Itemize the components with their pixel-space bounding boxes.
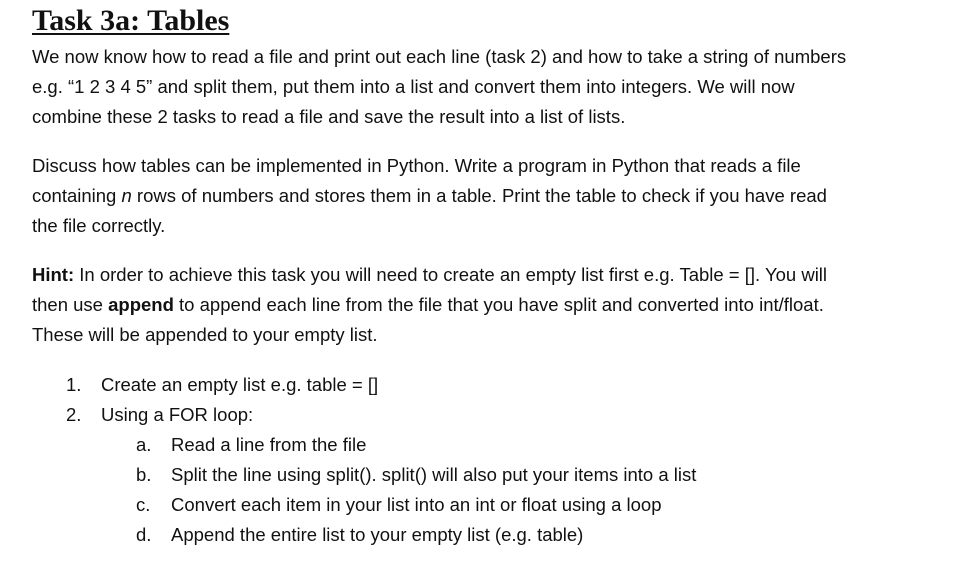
substep-letter: c. — [136, 494, 151, 515]
hint-text: In order to achieve this task you will need to create an empty list first e.g. Table = []. You will — [74, 264, 828, 285]
discuss-line — [32, 181, 932, 211]
hint-line — [32, 260, 932, 290]
hint-text: to append each line from the file that you have split and converted into int/float. — [173, 294, 824, 315]
discuss-line: Discuss how tables can be implemented in Python. Write a program in Python that reads a file — [32, 155, 801, 176]
append-keyword: append — [108, 294, 174, 315]
substep-text: Convert each item in your list into an int or float using a loop — [171, 494, 662, 515]
discuss-paragraph — [32, 151, 932, 241]
step-item — [0, 370, 971, 400]
discuss-line: the file correctly. — [32, 215, 166, 236]
step-number: 2. — [66, 404, 82, 425]
substep-item — [0, 460, 971, 490]
substep-text: Append the entire list to your empty list (e.g. table) — [171, 524, 584, 545]
step-text: Create an empty list e.g. table = [] — [101, 374, 379, 395]
page-title: Task 3a: Tables — [32, 4, 230, 37]
substep-item — [0, 520, 971, 550]
hint-line — [32, 290, 932, 320]
substep-letter: b. — [136, 464, 152, 485]
intro-paragraph — [32, 42, 932, 132]
substep-letter: d. — [136, 524, 152, 545]
discuss-text: rows of numbers and stores them in a table. Print the table to check if you have read — [131, 185, 827, 206]
step-text: Using a FOR loop: — [101, 404, 254, 425]
hint-text: then use — [32, 294, 109, 315]
substep-text: Read a line from the file — [171, 434, 367, 455]
discuss-text: containing — [32, 185, 122, 206]
substep-letter: a. — [136, 434, 152, 455]
variable-n: n — [121, 185, 132, 206]
steps-list — [0, 370, 971, 550]
substep-item — [0, 490, 971, 520]
substep-text: Split the line using split(). split() will also put your items into a list — [171, 464, 697, 485]
intro-line: combine these 2 tasks to read a file and save the result into a list of lists. — [32, 106, 626, 127]
step-number: 1. — [66, 374, 82, 395]
substep-item — [0, 430, 971, 460]
step-item — [0, 400, 971, 430]
intro-line: We now know how to read a file and print out each line (task 2) and how to take a string of numbers — [32, 46, 847, 67]
hint-label: Hint: — [32, 264, 75, 285]
hint-paragraph — [32, 260, 932, 350]
intro-line: e.g. “1 2 3 4 5” and split them, put them into a list and convert them into integers. We will now — [32, 76, 795, 97]
hint-line: These will be appended to your empty list. — [32, 324, 378, 345]
